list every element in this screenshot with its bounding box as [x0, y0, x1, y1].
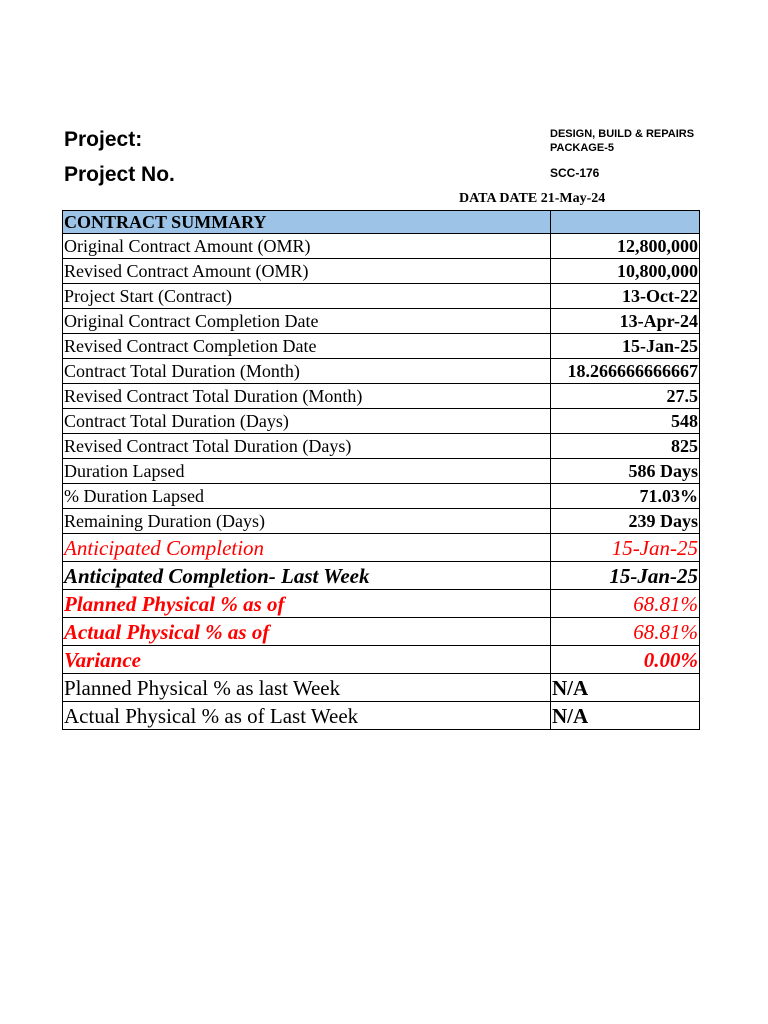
- row-value: 15-Jan-25: [551, 334, 700, 359]
- table-row: [63, 459, 700, 484]
- row-label: Contract Total Duration (Days): [63, 409, 551, 434]
- row-label: Revised Contract Total Duration (Month): [63, 384, 551, 409]
- row-label: Actual Physical % as of: [63, 618, 551, 646]
- row-value: 586 Days: [551, 459, 700, 484]
- table-row: [63, 409, 700, 434]
- data-date-label: DATA DATE: [459, 191, 538, 206]
- project-no-label: Project No.: [64, 163, 175, 186]
- table-row: [63, 309, 700, 334]
- project-value-line1: DESIGN, BUILD & REPAIRS: [550, 128, 695, 140]
- data-date: [459, 191, 605, 207]
- row-value: 12,800,000: [551, 234, 700, 259]
- table-row: [63, 534, 700, 562]
- row-value: 825: [551, 434, 700, 459]
- table-row: [63, 509, 700, 534]
- table-row: [63, 284, 700, 309]
- row-value: 27.5: [551, 384, 700, 409]
- row-label: Original Contract Completion Date: [63, 309, 551, 334]
- row-label: Anticipated Completion: [63, 534, 551, 562]
- table-row: [63, 384, 700, 409]
- table-row: [63, 334, 700, 359]
- row-value: 68.81%: [551, 590, 700, 618]
- project-no-value: SCC-176: [550, 166, 600, 180]
- table-row: [63, 674, 700, 702]
- row-label: Anticipated Completion- Last Week: [63, 562, 551, 590]
- table-row: [63, 646, 700, 674]
- row-value: 15-Jan-25: [551, 562, 700, 590]
- table-row: [63, 562, 700, 590]
- table-header-empty-cell: [551, 211, 700, 234]
- row-value: 15-Jan-25: [551, 534, 700, 562]
- table-header-row: [63, 211, 700, 234]
- row-value: 548: [551, 409, 700, 434]
- row-label: Original Contract Amount (OMR): [63, 234, 551, 259]
- row-value: N/A: [551, 702, 700, 730]
- row-value: 18.266666666667: [551, 359, 700, 384]
- row-value: 71.03%: [551, 484, 700, 509]
- row-label: Planned Physical % as of: [63, 590, 551, 618]
- row-label: Revised Contract Completion Date: [63, 334, 551, 359]
- row-label: Remaining Duration (Days): [63, 509, 551, 534]
- row-value: 10,800,000: [551, 259, 700, 284]
- table-row: [63, 484, 700, 509]
- row-label: Variance: [63, 646, 551, 674]
- row-label: Revised Contract Total Duration (Days): [63, 434, 551, 459]
- table-row: [63, 590, 700, 618]
- row-label: Project Start (Contract): [63, 284, 551, 309]
- row-value: N/A: [551, 674, 700, 702]
- row-label: Contract Total Duration (Month): [63, 359, 551, 384]
- table-title: CONTRACT SUMMARY: [63, 211, 551, 234]
- row-label: % Duration Lapsed: [63, 484, 551, 509]
- row-label: Revised Contract Amount (OMR): [63, 259, 551, 284]
- row-value: 13-Oct-22: [551, 284, 700, 309]
- project-value-line2: PACKAGE-5: [550, 142, 614, 154]
- row-value: 0.00%: [551, 646, 700, 674]
- table-row: [63, 434, 700, 459]
- table-row: [63, 618, 700, 646]
- table-row: [63, 259, 700, 284]
- project-label: Project:: [64, 128, 143, 151]
- row-label: Actual Physical % as of Last Week: [63, 702, 551, 730]
- row-value: 68.81%: [551, 618, 700, 646]
- contract-summary-table: [62, 210, 700, 730]
- table-row: [63, 234, 700, 259]
- project-value: [550, 127, 694, 155]
- table-row: [63, 702, 700, 730]
- table-row: [63, 359, 700, 384]
- row-value: 239 Days: [551, 509, 700, 534]
- row-label: Duration Lapsed: [63, 459, 551, 484]
- data-date-value: 21-May-24: [540, 191, 606, 206]
- row-value: 13-Apr-24: [551, 309, 700, 334]
- row-label: Planned Physical % as last Week: [63, 674, 551, 702]
